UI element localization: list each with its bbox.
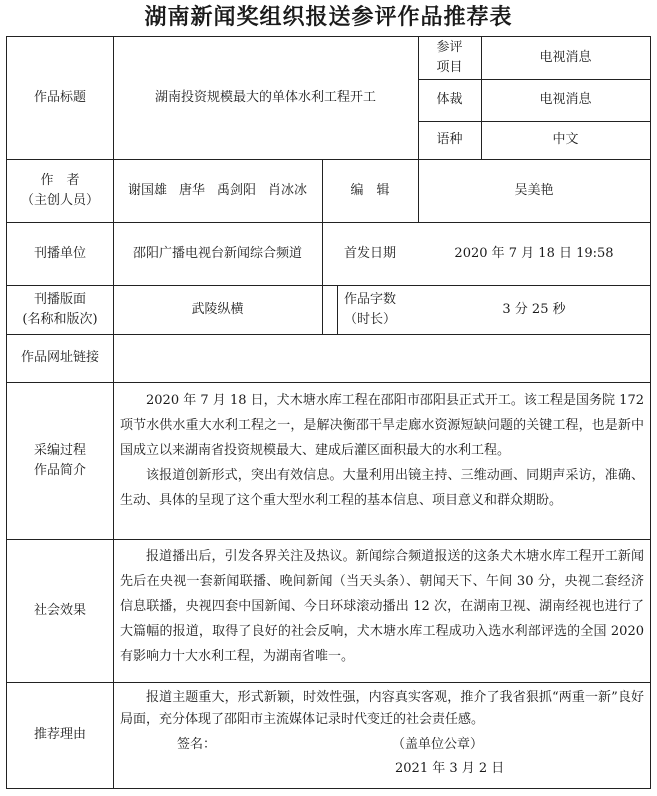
work-title-value: 湖南投资规模最大的单体水利工程开工	[154, 90, 376, 105]
link-value	[113, 334, 650, 382]
sign-date: 2021 年 3 月 2 日	[395, 761, 505, 776]
work-title-label: 作品标题	[33, 90, 86, 105]
language-label: 语种	[436, 132, 463, 147]
layout-label: 刊播版面 (名称和版次)	[22, 291, 98, 327]
link-label: 作品网址链接	[20, 350, 99, 365]
category-value: 电视消息	[539, 50, 592, 65]
document-title: 湖南新闻奖组织报送参评作品推荐表	[144, 5, 513, 30]
signature-label: 签名：	[177, 737, 217, 752]
author-name: 禹剑阳	[217, 182, 257, 198]
publisher-value: 邵阳广播电视台新闻综合频道	[132, 245, 302, 261]
author-label: 作 者 （主创人员）	[20, 172, 99, 208]
editor-label: 编 辑	[350, 182, 390, 198]
author-name: 唐华	[178, 182, 205, 198]
author-names	[113, 159, 322, 222]
reason-paragraph: 报道主题重大，形式新颖，时效性强，内容真实客观，推介了我省狠抓“两重一新”良好局面，充分体现了邵阳市主流媒体记录时代变迁的社会责任感。	[120, 690, 644, 727]
author-name: 谢国雄	[127, 182, 167, 198]
first-date-value: 2020 年 7 月 18 日 19:58	[454, 245, 614, 261]
publisher-label: 刊播单位	[33, 245, 86, 261]
length-label: 作品字数 （时长）	[343, 291, 396, 327]
reason-label: 推荐理由	[33, 727, 86, 742]
genre-value: 电视消息	[539, 92, 592, 107]
layout-value: 武陵纵横	[191, 301, 244, 317]
effect-paragraph: 报道播出后，引发各界关注及热议。新闻综合频道报送的这条犬木塘水库工程开工新闻先后在央视一套新闻联播、晚间新闻（当天头条）、朝闻天下、午间 30 分，央视二套经济信息联播，央视四套中国新闻、今日环球滚动播出 12 次，在湖南卫视、湖南经视也进行了大篇幅的报道，取得了良好的社会反响，犬木塘水库工程成功入选水利部评选的全国 2020 有影响力十大水利工程，为湖南省唯一。	[120, 549, 644, 664]
language-value: 中文	[552, 132, 579, 147]
genre-label: 体裁	[436, 92, 463, 107]
effect-label: 社会效果	[33, 602, 86, 618]
stamp-label: （盖单位公章）	[392, 737, 484, 752]
reason-text	[120, 687, 644, 731]
effect-text	[120, 544, 644, 669]
category-label: 参评 项目	[436, 40, 463, 75]
intro-label: 采编过程 作品简介	[33, 442, 86, 478]
editor-value: 吴美艳	[514, 182, 554, 198]
length-value: 3 分 25 秒	[502, 301, 566, 317]
recommendation-form-table	[6, 36, 651, 789]
intro-paragraph: 2020 年 7 月 18 日，犬木塘水库工程在邵阳市邵阳县正式开工。该工程是国务院 172 项节水供水重大水利工程之一，是解决衡邵干旱走廊水资源短缺问题的关键工程，也是新中国成立以来湖南省投资规模最大、建成后灌区面积最大的水利工程。	[120, 393, 644, 458]
author-name: 肖冰冰	[268, 182, 308, 198]
intro-text	[120, 388, 644, 513]
intro-paragraph: 该报道创新形式，突出有效信息。大量利用出镜主持、三维动画、同期声采访，准确、生动、具体的呈现了这个重大型水利工程的基本信息、项目意义和群众期盼。	[120, 468, 644, 508]
first-date-label: 首发日期	[343, 245, 396, 261]
